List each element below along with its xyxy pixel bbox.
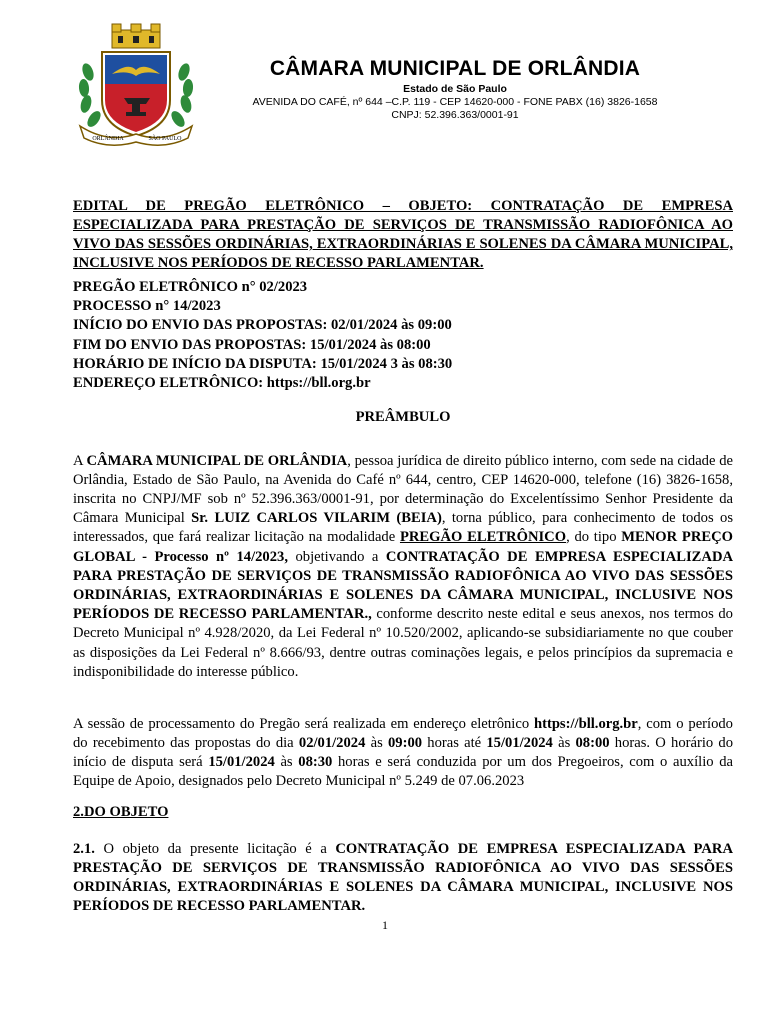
- procurement-info: [73, 278, 733, 393]
- institution-address: AVENIDA DO CAFÉ, nº 644 –C.P. 119 - CEP 14620-000 - FONE PABX (16) 3826-1658: [252, 96, 658, 108]
- preambulo-paragraph: A CÂMARA MUNICIPAL DE ORLÂNDIA, pessoa jurídica de direito público interno, com sede na cidade de Orlândia, Estado de São Paulo, na Avenida do Café nº 644, centro, CEP 14620-000, telefone (16) 3826-1658, inscrita no CNPJ/MF sob nº 52.396.363/0001-91, por determinação do Excelentíssimo Senhor Presidente da Câmara Municipal Sr. LUIZ CARLOS VILARIM (BEIA), torna público, para conhecimento de todos os interessados, que fará realizar licitação na modalidade PREGÃO ELETRÔNICO, do tipo MENOR PREÇO GLOBAL - Processo nº 14/2023, objetivando a CONTRATAÇÃO DE EMPRESA ESPECIALIZADA PARA PRESTAÇÃO DE SERVIÇOS DE TRANSMISSÃO RADIOFÔNICA AO VIVO DAS SESSÕES ORDINÁRIAS, EXTRAORDINÁRIAS E SOLENES DA CÂMARA MUNICIPAL, INCLUSIVE NOS PERÍODOS DE RECESSO PARLAMENTAR., conforme descrito neste edital e seus anexos, nos termos do Decreto Municipal nº 4.928/2020, da Lei Federal nº 10.520/2002, aplicando-se subsidiariamente no que couber as disposições da Lei Federal nº 8.666/93, dentre outras cominações legais, e pelos princípios da supremacia e indisponibilidade do interesse público.: [73, 452, 734, 680]
- session-paragraph: A sessão de processamento do Pregão será realizada em endereço eletrônico https://bll.org.br, com o período do recebimento das propostas do dia 02/01/2024 às 09:00 horas até 15/01/2024 às 08:00 horas. O horário do início de disputa será 15/01/2024 às 08:30 horas e será conduzida por um dos Pregoeiros, com o auxílio da Equipe de Apoio, designados pelo Decreto Municipal nº 5.249 de 07.06.2023: [73, 715, 733, 790]
- portal-link: https://bll.org.br: [533, 715, 638, 732]
- edital-heading: EDITAL DE PREGÃO ELETRÔNICO – OBJETO: CONTRATAÇÃO DE EMPRESA ESPECIALIZADA PARA PRESTAÇÃO DE SERVIÇOS DE TRANSMISSÃO RADIOFÔNICA AO VIVO DAS SESSÕES ORDINÁRIAS, EXTRAORDINÁRIAS E SOLENES DA CÂMARA MUNICIPAL, INCLUSIVE NOS PERÍODOS DE RECESSO PARLAMENTAR.: [73, 197, 733, 272]
- coat-of-arms-icon: [72, 22, 200, 150]
- objeto-paragraph: 2.1. O objeto da presente licitação é a CONTRATAÇÃO DE EMPRESA ESPECIALIZADA PARA PRESTAÇÃO DE SERVIÇOS DE TRANSMISSÃO RADIOFÔNICA AO VIVO DAS SESSÕES ORDINÁRIAS, EXTRAORDINÁRIAS E SOLENES DA CÂMARA MUNICIPAL, INCLUSIVE NOS PERÍODOS DE RECESSO PARLAMENTAR.: [73, 840, 733, 915]
- institution-cnpj: CNPJ: 52.396.363/0001-91: [391, 109, 519, 121]
- crest-banner-left: ORLÂNDIA: [92, 136, 124, 142]
- info-line: PROCESSO n° 14/2023: [73, 298, 221, 315]
- preambulo-title: PREÂMBULO: [355, 409, 451, 425]
- info-line: FIM DO ENVIO DAS PROPOSTAS: 15/01/2024 às 08:00: [73, 336, 431, 353]
- info-line: INÍCIO DO ENVIO DAS PROPOSTAS: 02/01/2024 às 09:00: [73, 317, 452, 334]
- institution-state: Estado de São Paulo: [403, 83, 507, 95]
- crest-banner-right: SÃO PAULO: [148, 136, 182, 142]
- info-line: PREGÃO ELETRÔNICO n° 02/2023: [73, 279, 308, 295]
- institution-title: CÂMARA MUNICIPAL DE ORLÂNDIA: [269, 57, 641, 80]
- info-line: HORÁRIO DE INÍCIO DA DISPUTA: 15/01/2024 3 às 08:30: [73, 355, 453, 372]
- info-line: ENDEREÇO ELETRÔNICO: https://bll.org.br: [73, 374, 371, 391]
- objeto-section-title: 2.DO OBJETO: [73, 803, 169, 820]
- page-number: 1: [382, 918, 388, 932]
